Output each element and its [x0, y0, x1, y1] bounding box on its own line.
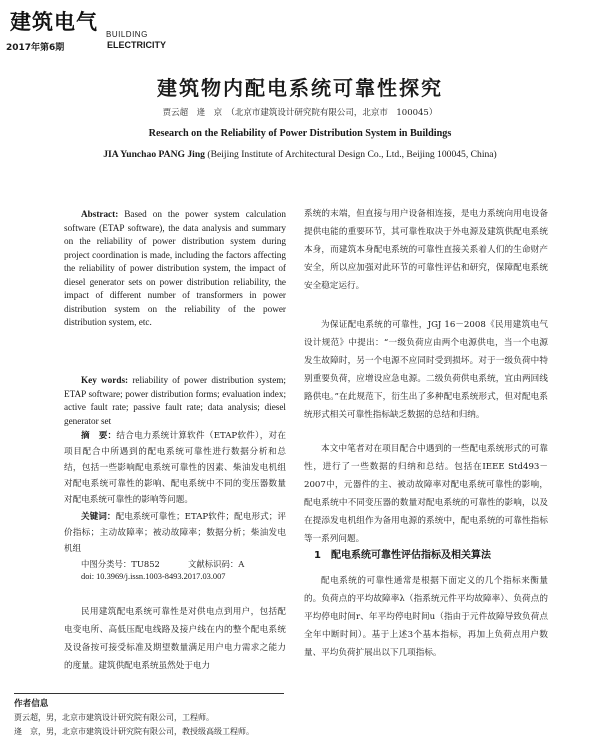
author-affiliation-en: (Beijing Institute of Architectural Design Co., Ltd., Beijing 100045, China) — [204, 149, 497, 160]
abstract-en — [64, 208, 286, 330]
keywords-en-text: reliability of power distribution system; ETAP software; power distribution forms; evaluation index; active fault rate; passive fault rate; data analysis; diesel generator set — [64, 375, 286, 426]
doi: doi: 10.3969/j.issn.1003-8493.2017.03.007 — [81, 572, 226, 581]
journal-name-en-line1: BUILDING — [106, 30, 148, 39]
article-title-en: Research on the Reliability of Power Distribution System in Buildings — [148, 128, 452, 139]
author-info — [14, 697, 304, 739]
abstract-cn-text: 结合电力系统计算软件（ETAP软件），对在项目配合中所遇到的配电系统可靠性进行数据分析和总结，包括一些影响配电系统可靠性的因素、柴油发电机组对配电系统可靠性的影响、配电系统中不同的变压器数量对配电系统可靠性的影响等问题。 — [64, 431, 286, 505]
document-code: 文献标识码：A — [188, 559, 245, 569]
section-heading-1: 1 配电系统可靠性评估指标及相关算法 — [314, 550, 491, 561]
abstract-cn-label: 摘 要： — [81, 431, 117, 441]
keywords-cn — [64, 509, 286, 557]
right-para2: 为保证配电系统的可靠性，JGJ 16－2008《民用建筑电气设计规范》中提出：“一级负荷应由两个电源供电，当一个电源发生故障时，另一个电源不应同时受到损坏。对于一级负荷中特别重要负荷，应增设应急电源。二级负荷供电系统，宜由两回线路供电。”在此规范下，衍生出了多种配电系统形式，但对配电系统形式相关可靠性指标缺乏数据的总结和归纳。 — [304, 320, 548, 420]
clc-number: 中图分类号：TU852 — [81, 559, 160, 569]
keywords-cn-text: 配电系统可靠性；ETAP软件；配电形式；评价指标；主动故障率；被动故障率；数据分析；柴油发电机组 — [64, 512, 286, 554]
article-title-cn: 建筑物内配电系统可靠性探究 — [157, 76, 443, 100]
right-para4: 配电系统的可靠性通常是根据下面定义的几个指标来衡量的。负荷点的平均故障率λ（指系统元件平均故障率）、负荷点的平均停电时间r、年平均停电时间u（指由于元件故障导致负荷点全年中断时间）。基于上述3个基本指标，再加上负荷点用户数量、平均负荷扩展出以下几项指标。 — [304, 576, 548, 658]
abstract-cn — [64, 428, 286, 508]
keywords-cn-label: 关键词： — [81, 512, 116, 522]
footnote-rule — [14, 693, 284, 694]
intro-left-text: 民用建筑配电系统可靠性是对供电点到用户，包括配电变电所、高低压配电线路及接户线在内的整个配电系统及设备按可接受标准及期望数量满足用户电力需求之能力的度量。建筑供配电系统虽然处于电力 — [64, 607, 286, 671]
author-info-line2: 逄 京，男，北京市建筑设计研究院有限公司，教授级高级工程师。 — [14, 727, 254, 736]
authors-en — [0, 149, 600, 160]
abstract-en-label: Abstract: — [81, 209, 119, 219]
issue-number: 2017年第6期 — [6, 43, 65, 53]
right-para1: 系统的末端，但直接与用户设备相连接，是电力系统向用电设备提供电能的重要环节，其可靠性取决于外电源及建筑供配电系统本身，而建筑本身配电系统的可靠性直接关系着人们的生命财产安全，所以应加强对此环节的可靠性评估和研究，保障配电系统安全稳定运行。 — [304, 209, 548, 291]
author-info-heading: 作者信息 — [14, 699, 49, 709]
keywords-en-label: Key words: — [81, 375, 129, 385]
author-names-en: JIA Yunchao PANG Jing — [103, 149, 205, 160]
author-info-line1: 贾云超，男，北京市建筑设计研究院有限公司，工程师。 — [14, 713, 214, 722]
abstract-en-text: Based on the power system calculation software (ETAP software), the data analysis and summary on the reliability of power distribution system during project coordination is made, including the factors affecting the reliability of power distribution system, the impact of diesel generator sets on power distribution reliability, the impact of different number of transformers in power distribution system on the reliability of the power distribution system, etc. — [64, 209, 286, 327]
right-para3: 本文中笔者对在项目配合中遇到的一些配电系统形式的可靠性，进行了一些数据的归纳和总结。包括在IEEE Std493－2007中，元器件的主、被动故障率对配电系统可靠性的影响，配电系统中不同变压器的数量对配电系统的可靠性的影响，以及在提添发电机组作为备用电源的系统中，配电系统的可靠性指标等一系列问题。 — [304, 444, 548, 544]
journal-name-en-line2: ELECTRICITY — [107, 40, 167, 50]
journal-logo: 建筑电气 — [10, 10, 98, 34]
keywords-en — [64, 374, 286, 428]
authors-cn: 贾云超 逄 京 （北京市建筑设计研究院有限公司，北京市 100045） — [162, 108, 438, 118]
